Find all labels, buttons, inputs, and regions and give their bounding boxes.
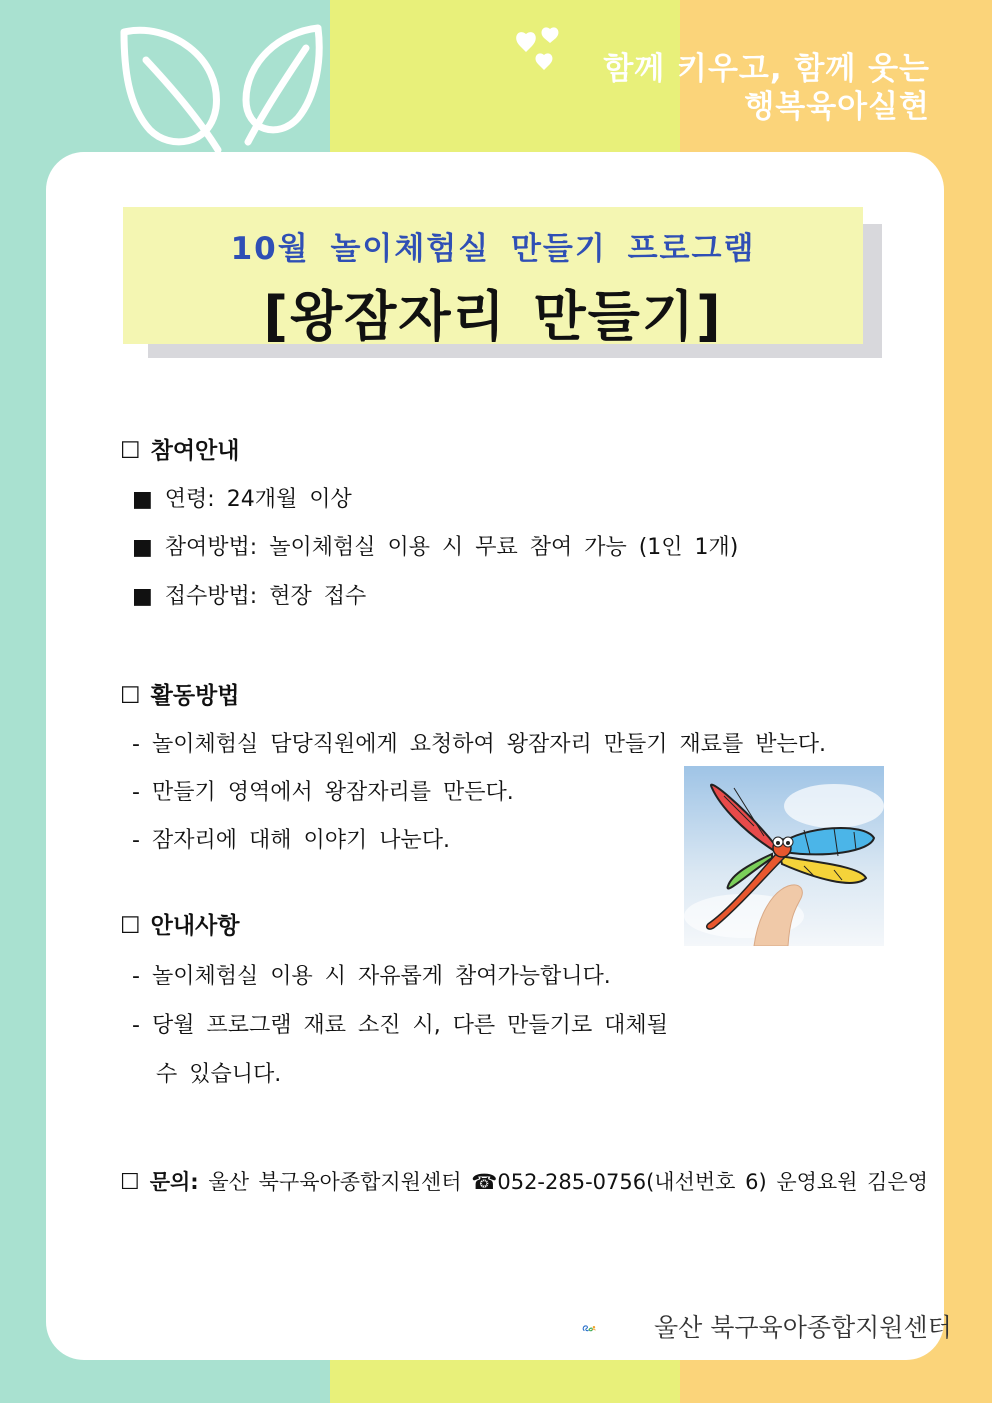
heart-icon [508,24,572,74]
list-item-text: 놀이체험실 담당직원에게 요청하여 왕잠자리 만들기 재료를 받는다. [151,732,826,757]
dash-marker: - [132,732,140,757]
program-title: [왕잠자리 만들기] [263,285,723,348]
list-item-text: 만들기 영역에서 왕잠자리를 만든다. [151,780,514,805]
list-item [132,482,352,513]
list-item [132,1008,668,1039]
section-participation-heading [120,432,240,465]
bullet-marker: ■ [132,584,153,609]
checkbox-marker: ☐ [120,913,141,939]
list-item [132,775,514,806]
list-item-continuation [156,1057,281,1088]
dash-marker: - [132,780,140,805]
list-item-text: 연령: 24개월 이상 [164,487,352,512]
section-notice-heading [120,907,240,940]
dragonfly-image [684,766,884,946]
heading-text: 안내사항 [150,913,240,939]
contact-line [120,1166,928,1196]
dash-marker: - [132,1013,140,1038]
checkbox-marker: ☐ [120,438,141,464]
list-item [132,727,826,758]
slogan-line-1: 함께 키우고, 함께 웃는 [603,51,930,87]
slogan [603,50,930,126]
list-item [132,959,611,990]
contact-label: 문의: [149,1170,199,1194]
leaf-icon [110,18,340,158]
bullet-marker: ■ [132,487,153,512]
dash-marker: - [132,828,140,853]
section-activity-heading [120,677,240,710]
checkbox-marker: ☐ [120,1170,140,1195]
org-name: 울산 북구육아종합지원센터 [654,1313,952,1342]
bullet-marker: ■ [132,535,153,560]
heading-text: 참여안내 [150,438,240,464]
org-logo [582,1306,652,1350]
list-item-text: 참여방법: 놀이체험실 이용 시 무료 참여 가능 (1인 1개) [164,535,739,560]
list-item-text: 잠자리에 대해 이야기 나눈다. [151,828,450,853]
dash-marker: - [132,964,140,989]
list-item-text: 놀이체험실 이용 시 자유롭게 참여가능합니다. [151,964,611,989]
list-item [132,579,366,610]
list-item-text: 수 있습니다. [156,1062,282,1087]
list-item-text: 접수방법: 현장 접수 [164,584,367,609]
list-item [132,823,450,854]
program-subtitle: 10월 놀이체험실 만들기 프로그램 [230,231,756,267]
heading-text: 활동방법 [150,683,240,709]
contact-text: 울산 북구육아종합지원센터 ☎052-285-0756(내선번호 6) 운영요원 김은영 [208,1170,929,1194]
title-box [123,207,863,348]
checkbox-marker: ☐ [120,683,141,709]
slogan-line-2: 행복육아실현 [744,89,930,125]
list-item [132,530,738,561]
list-item-text: 당월 프로그램 재료 소진 시, 다른 만들기로 대체될 [151,1013,668,1038]
